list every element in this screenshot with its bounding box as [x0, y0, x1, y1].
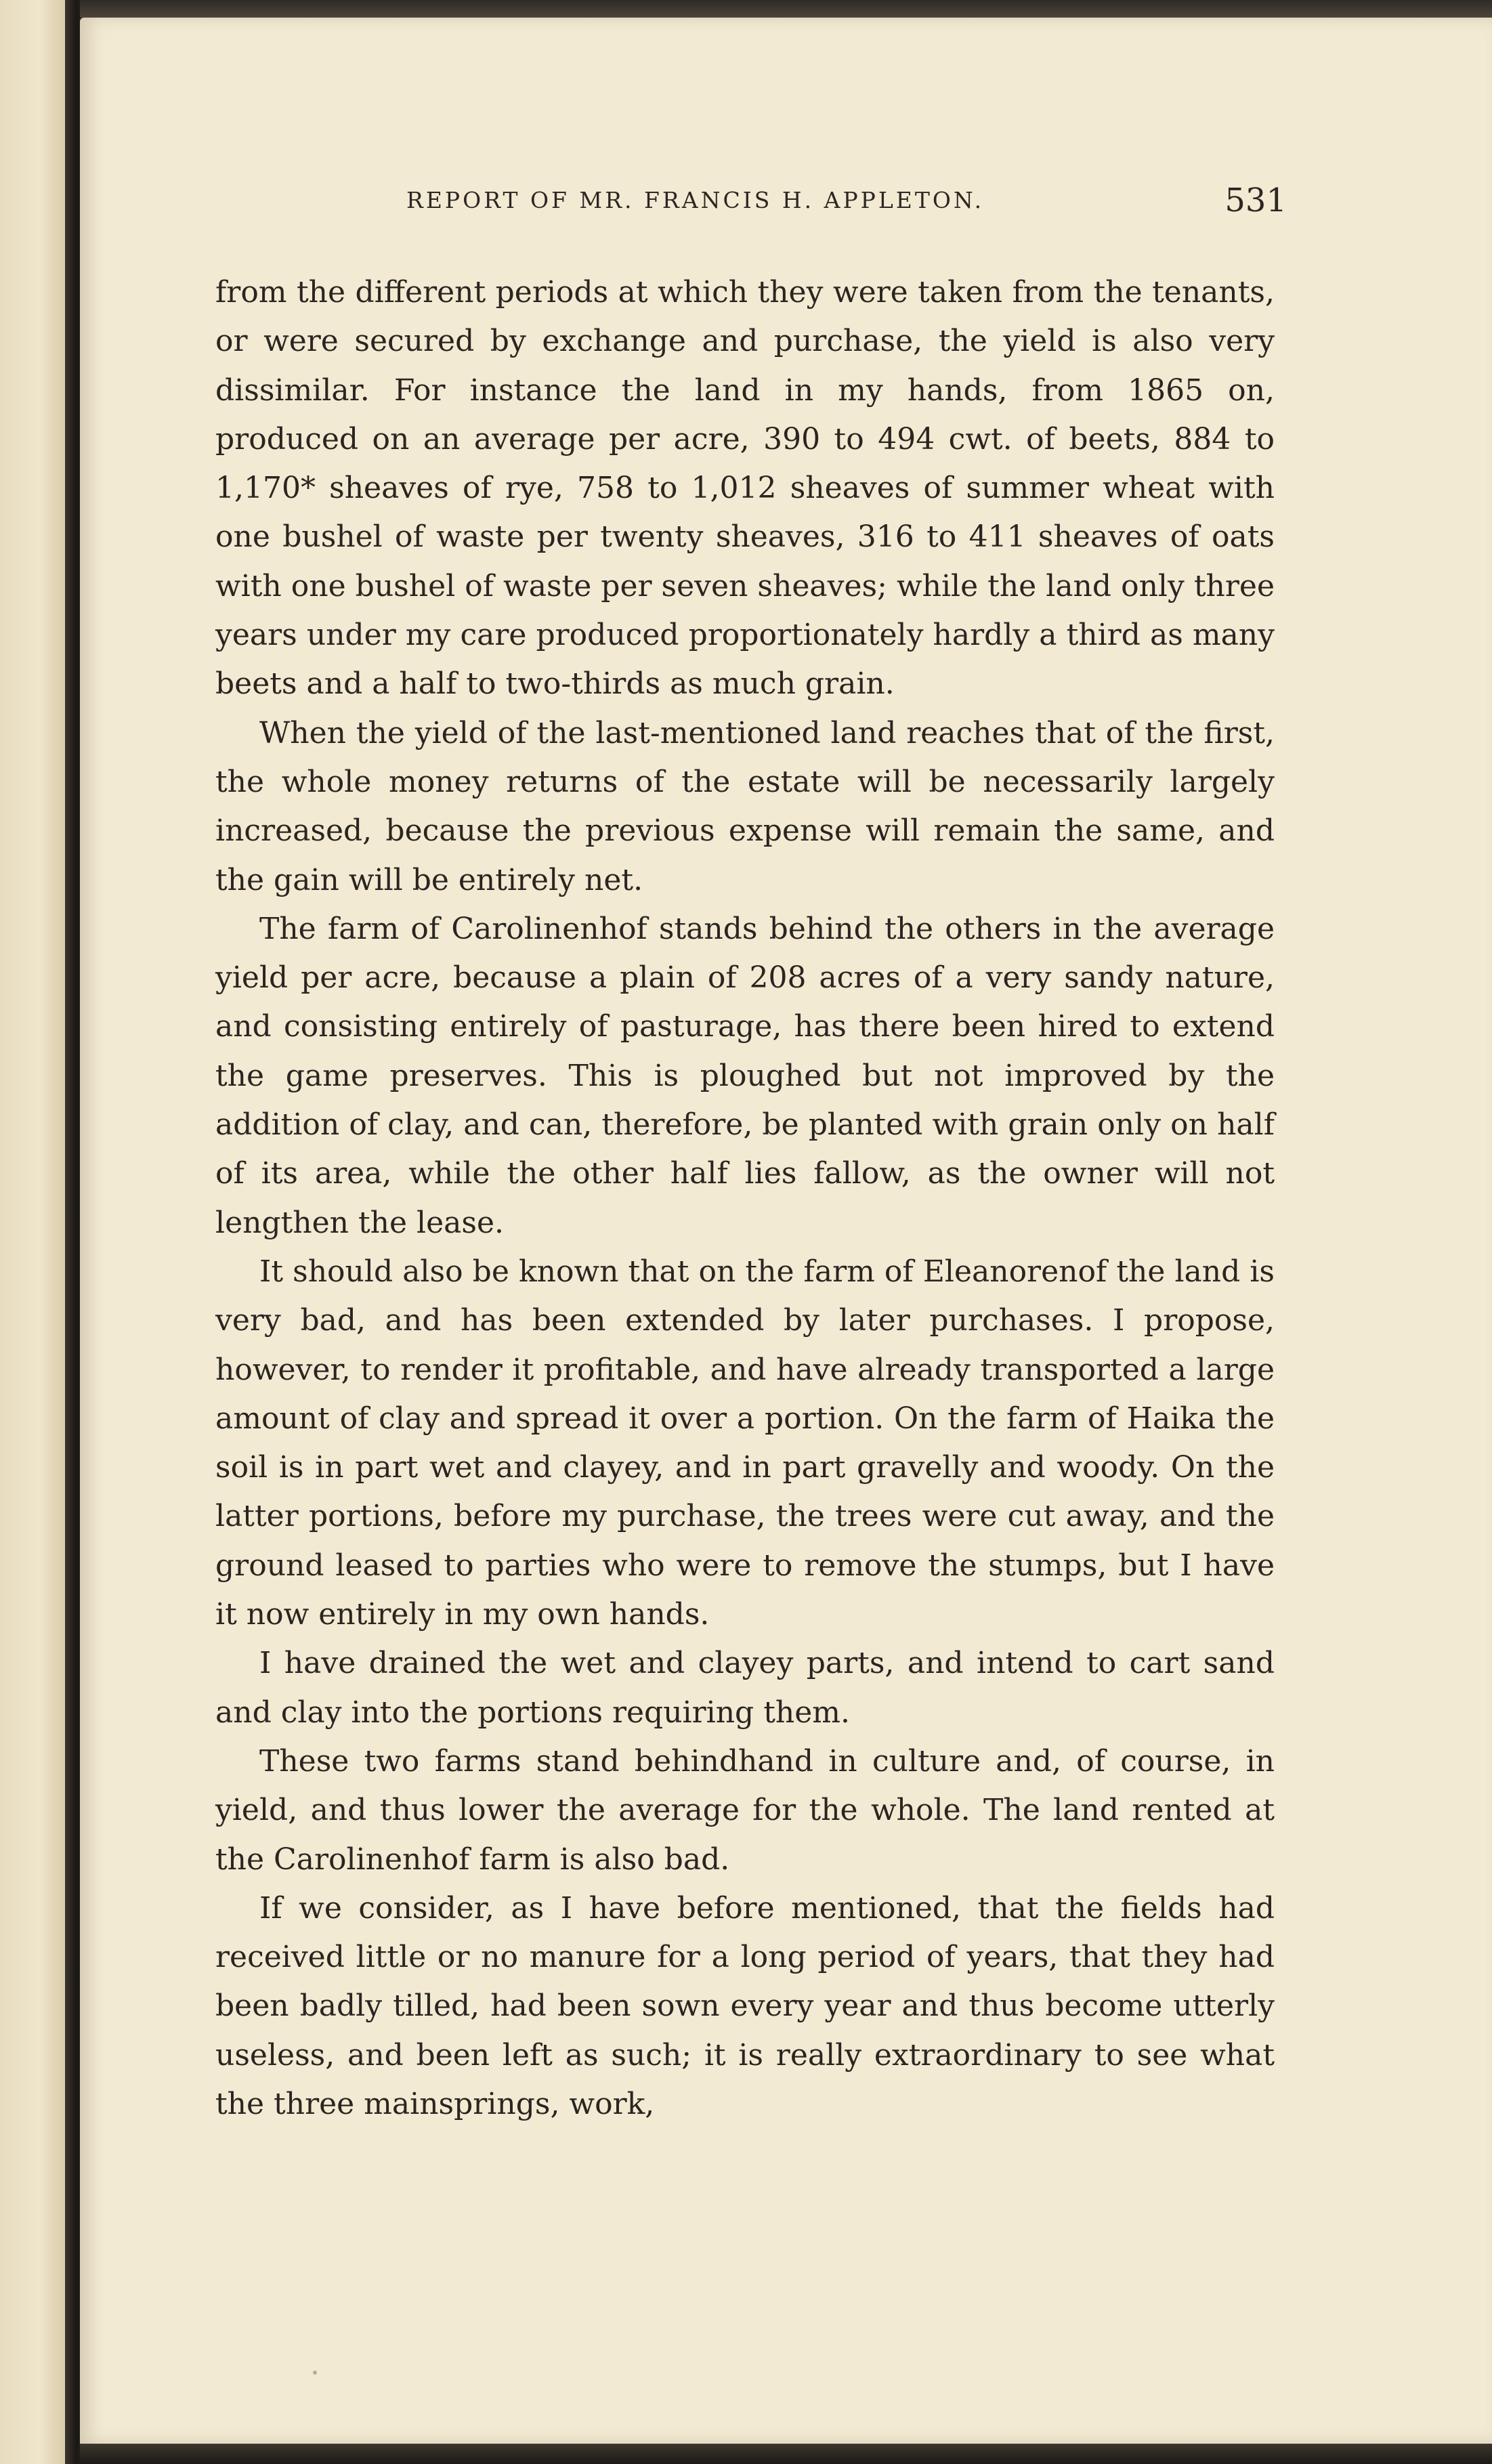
bottom-edge — [80, 2444, 1492, 2464]
paragraph: When the yield of the last-mentioned land reaches that of the first, the whole money returns of the estate will be necessarily largely increased, because the previous expense will remain the same, and the gain will be entirely net. — [215, 715, 1275, 897]
paragraph: from the different periods at which they were taken from the tenants, or were secured by exchange and purchase, the yield is also very dissimilar. For instance the land in my hands, from 1865 on, produced on an average per acre, 390 to 494 cwt. of beets, 884 to 1,170* sheaves of rye, 758 to 1,012 sheaves of summer wheat with one bushel of waste per twenty sheaves, 316 to 411 sheaves of oats with one bushel of waste per seven sheaves; while the land only three years under my care produced proportionately hardly a third as many beets and a half to two-thirds as much grain. — [215, 275, 1275, 702]
left-page-edge — [0, 0, 65, 2464]
paragraph: These two farms stand behindhand in culture and, of course, in yield, and thus lower the average for the whole. The land rented at the Carolinenhof farm is also bad. — [215, 1743, 1275, 1877]
running-title: REPORT OF MR. FRANCIS H. APPLETON. — [406, 187, 985, 213]
page-number: 531 — [1224, 182, 1287, 219]
paragraph: The farm of Carolinenhof stands behind the others in the average yield per acre, because a plain of 208 acres of a very sandy nature, and consisting entirely of pasturage, has there been hired to extend the game preserves. This is ploughed but not improved by the addition of clay, and can, therefore, be planted with grain only on half of its area, while the other half lies fallow, as the owner will not lengthen the lease. — [215, 911, 1275, 1240]
paper-speck — [313, 2371, 317, 2375]
page-header — [406, 182, 1287, 222]
paragraph: I have drained the wet and clayey parts, and intend to cart sand and clay into the portions requiring them. — [215, 1646, 1275, 1730]
body-text — [215, 268, 1275, 2129]
paragraph: It should also be known that on the farm of Eleanorenof the land is very bad, and has been extended by later purchases. I propose, however, to render it profitable, and have already transported a large amount of clay and spread it over a portion. On the farm of Haika the soil is in part wet and clayey, and in part gravelly and woody. On the latter portions, before my purchase, the trees were cut away, and the ground leased to parties who were to remove the stumps, but I have it now entirely in my own hands. — [215, 1254, 1275, 1632]
paragraph: If we consider, as I have before mentioned, that the fields had received little or no manure for a long period of years, that they had been badly tilled, had been sown every year and thus become utterly useless, and been left as such; it is really extraordinary to see what the three mainsprings, work, — [215, 1890, 1275, 2121]
top-edge — [80, 0, 1492, 18]
